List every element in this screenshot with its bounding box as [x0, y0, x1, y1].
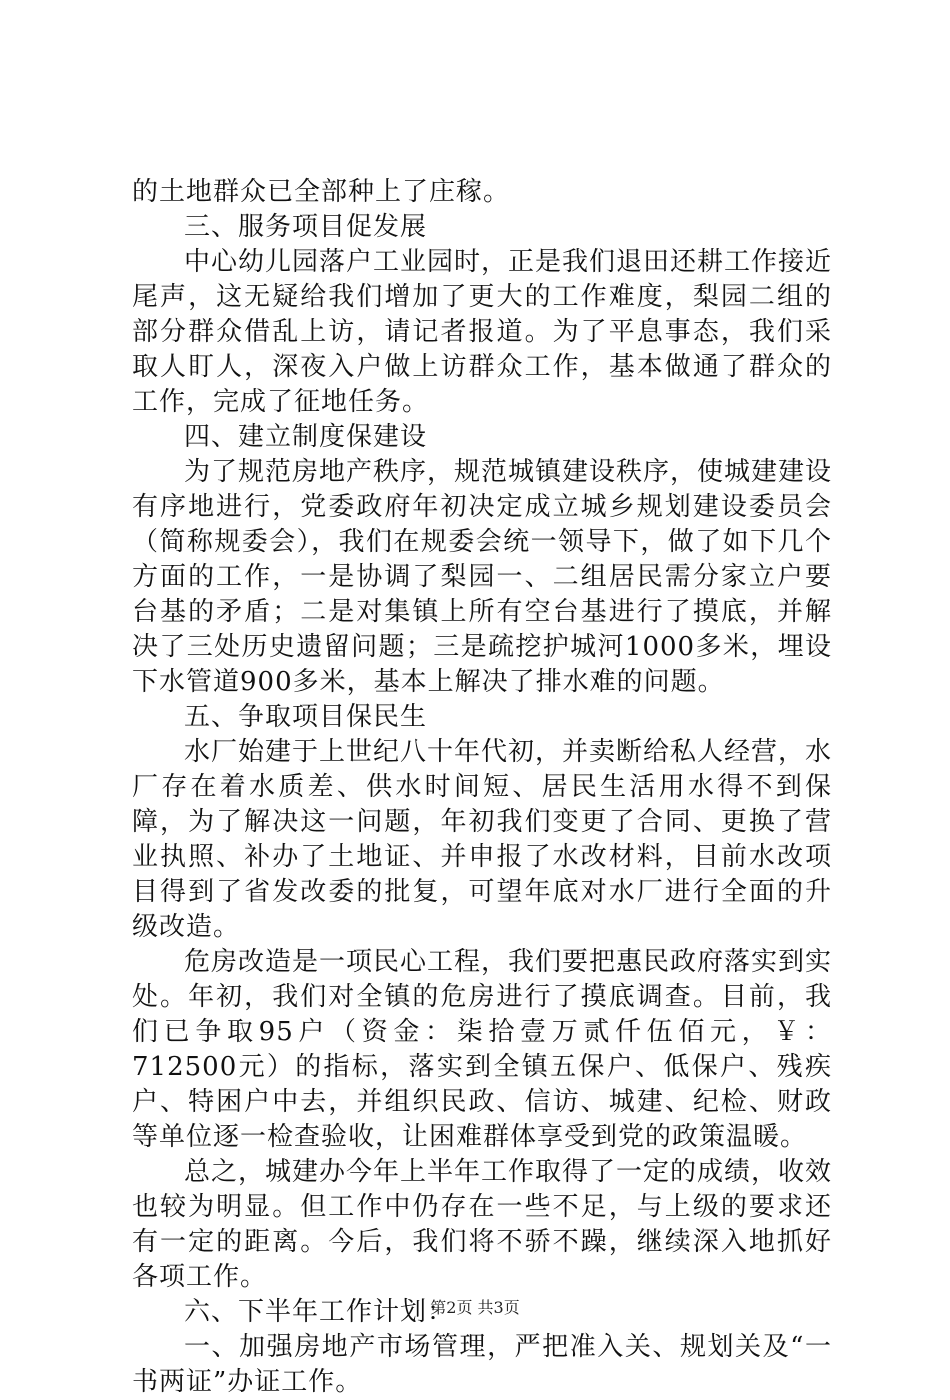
- paragraph-waterworks: 水厂始建于上世纪八十年代初，并卖断给私人经营，水厂存在着水质差、供水时间短、居民生活用水得不到保障，为了解决这一问题，年初我们变更了合同、更换了营业执照、补办了土地证、并申报了水改材料，目前水改项目得到了省发改委的批复，可望年底对水厂进行全面的升级改造。: [132, 737, 833, 942]
- paragraph-continuation: 的土地群众已全部种上了庄稼。: [132, 177, 511, 207]
- section-heading-6: 六、下半年工作计划：: [184, 1297, 455, 1327]
- page-footer: 第2页 共3页: [430, 1298, 520, 1317]
- paragraph-dangerous-housing: 危房改造是一项民心工程，我们要把惠民政府落实到实处。年初，我们对全镇的危房进行了摸底调查。目前，我们已争取95户（资金：柒拾壹万贰仟伍佰元，￥：712500元）的指标，落实到全镇五保户、低保户、残疾户、特困户中去，并组织民政、信访、城建、纪检、财政等单位逐一检查验收，让困难群体享受到党的政策温暖。: [132, 947, 833, 1152]
- paragraph-regulation: 为了规范房地产秩序，规范城镇建设秩序，使城建建设有序地进行，党委政府年初决定成立城乡规划建设委员会（简称规委会），我们在规委会统一领导下，做了如下几个方面的工作，一是协调了梨园一、二组居民需分家立户要台基的矛盾；二是对集镇上所有空台基进行了摸底，并解决了三处历史遗留问题；三是疏挖护城河1000多米，埋设下水管道900多米，基本上解决了排水难的问题。: [132, 457, 833, 697]
- paragraph-kindergarten: 中心幼儿园落户工业园时，正是我们退田还耕工作接近尾声，这无疑给我们增加了更大的工作难度，梨园二组的部分群众借乱上访，请记者报道。为了平息事态，我们采取人盯人，深夜入户做上访群众工作，基本做通了群众的工作，完成了征地任务。: [132, 247, 833, 417]
- section-heading-4: 四、建立制度保建设: [184, 422, 428, 452]
- paragraph-plan-item-1: 一、加强房地产市场管理，严把准入关、规划关及“一书两证”办证工作。: [132, 1332, 832, 1397]
- document-body: [132, 175, 832, 1400]
- section-heading-5: 五、争取项目保民生: [184, 702, 428, 732]
- paragraph-summary: 总之，城建办今年上半年工作取得了一定的成绩，收效也较为明显。但工作中仍存在一些不足，与上级的要求还有一定的距离。今后，我们将不骄不躁，继续深入地抓好各项工作。: [132, 1157, 833, 1292]
- section-heading-3: 三、服务项目促发展: [184, 212, 428, 242]
